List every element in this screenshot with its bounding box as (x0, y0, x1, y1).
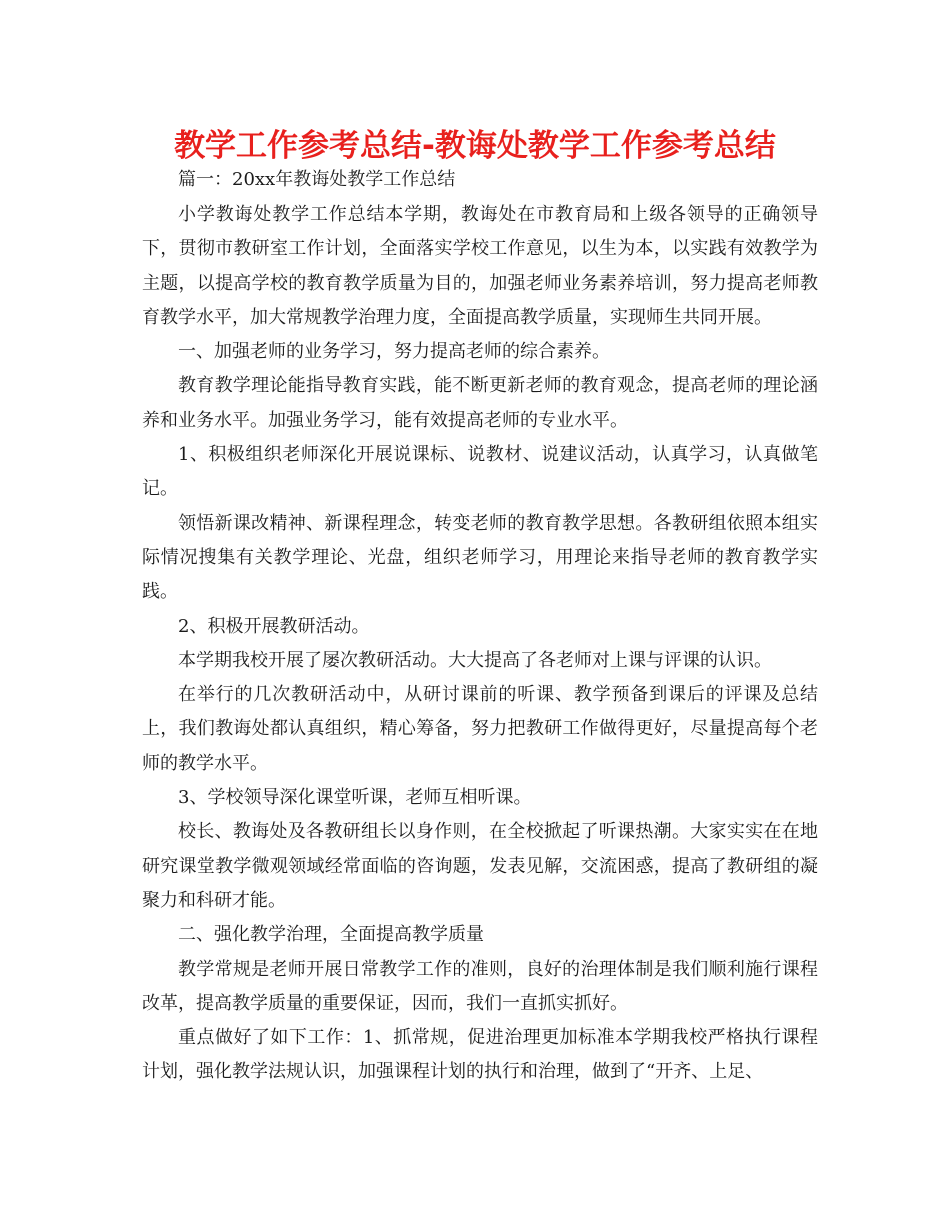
article-subtitle: 篇一：20xx年教诲处教学工作总结 (178, 169, 456, 190)
list-item: 2、积极开展教研活动。 (178, 615, 370, 637)
section-heading: 一、加强老师的业务学习，努力提高老师的综合素养。 (178, 341, 610, 363)
paragraph: 教学常规是老师开展日常教学工作的准则，良好的治理体制是我们顺利施行课程改革，提高教学质量的重要保证，因而，我们一直抓实抓好。 (142, 958, 818, 1014)
paragraph: 领悟新课改精神、新课程理念，转变老师的教育教学思想。各教研组依照本组实际情况搜集有关教学理论、光盘，组织老师学习，用理论来指导老师的教育教学实践。 (142, 512, 818, 603)
paragraph: 教育教学理论能指导教育实践，能不断更新老师的教育观念，提高老师的理论涵养和业务水平。加强业务学习，能有效提高老师的专业水平。 (142, 375, 818, 431)
section-heading: 二、强化教学治理，全面提高教学质量 (178, 924, 484, 946)
list-item: 3、学校领导深化课堂听课，老师互相听课。 (178, 787, 532, 809)
paragraph: 校长、教诲处及各教研组长以身作则，在全校掀起了听课热潮。大家实实在在地研究课堂教学微观领域经常面临的咨询题，发表见解，交流困惑，提高了教研组的凝聚力和科研才能。 (142, 821, 818, 911)
paragraph: 本学期我校开展了屡次教研活动。大大提高了各老师对上课与评课的认识。 (178, 649, 772, 671)
paragraph: 在举行的几次教研活动中，从研讨课前的听课、教学预备到课后的评课及总结上，我们教诲处都认真组织，精心筹备，努力把教研工作做得更好，尽量提高每个老师的教学水平。 (142, 684, 818, 774)
document-body (142, 164, 818, 1090)
paragraph: 小学教诲处教学工作总结本学期，教诲处在市教育局和上级各领导的正确领导下，贯彻市教研室工作计划，全面落实学校工作意见，以生为本，以实践有效教学为主题，以提高学校的教育教学质量为目的，加强老师业务素养培训，努力提高老师教育教学水平，加大常规教学治理力度，全面提高教学质量，实现师生共同开展。 (142, 204, 818, 328)
list-item: 1、积极组织老师深化开展说课标、说教材、说建议活动，认真学习，认真做笔记。 (142, 444, 818, 500)
paragraph: 重点做好了如下工作：1、抓常规，促进治理更加标准本学期我校严格执行课程计划，强化教学法规认识，加强课程计划的执行和治理，做到了“开齐、上足、 (142, 1027, 818, 1083)
document-title: 教学工作参考总结-教诲处教学工作参考总结 (174, 128, 776, 164)
